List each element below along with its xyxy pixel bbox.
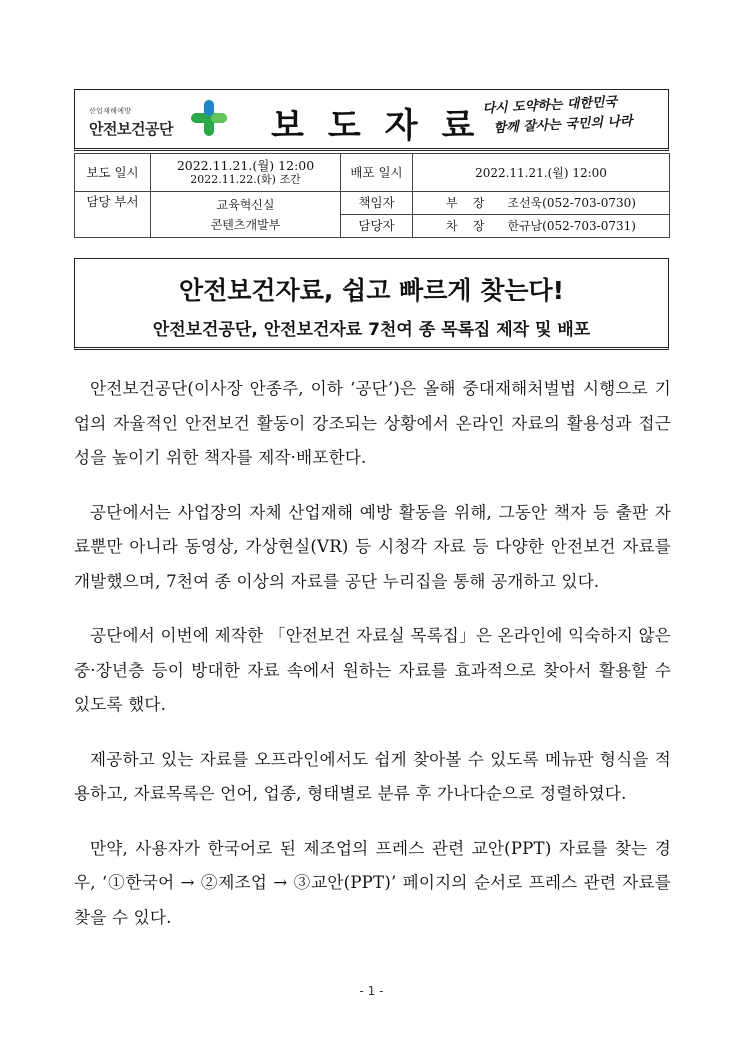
- green-cross-icon: [189, 98, 229, 138]
- distribute-date-label: 배포 일시: [341, 154, 413, 192]
- contact-value: 차 장 한규남(052-703-0731): [413, 215, 670, 238]
- logo-tagline: 산업재해예방: [89, 107, 132, 115]
- report-date-sub: 2022.11.22.(화) 조간: [190, 172, 301, 186]
- press-release-title: 보도자료: [271, 106, 499, 146]
- slogan-line-2: 함께 잘사는 국민의 나라: [493, 113, 633, 137]
- logo-org-name: 안전보건공단: [89, 120, 173, 138]
- sub-headline: 안전보건공단, 안전보건자료 7천여 종 목록집 제작 및 배포: [152, 320, 591, 340]
- dept-value-2: 콘텐츠개발부: [210, 218, 281, 232]
- government-slogan: [482, 90, 664, 139]
- article-body: [74, 372, 671, 955]
- dept-value-1: 교육혁신실: [216, 198, 275, 212]
- responsible-label: 책임자: [341, 192, 413, 215]
- responsible-value: 부 장 조선욱(052-703-0730): [413, 192, 670, 215]
- release-info-table: [74, 153, 670, 238]
- paragraph: 공단에서 이번에 제작한 「안전보건 자료실 목록집」은 온라인에 익숙하지 않은 중·장년층 등이 방대한 자료 속에서 원하는 자료를 효과적으로 찾아서 활용할 수 있도록 했다.: [74, 626, 671, 714]
- dept-cell: [151, 192, 341, 238]
- report-date-cell: [151, 154, 341, 192]
- headline-box: [74, 258, 669, 350]
- distribute-date-value: 2022.11.21.(월) 12:00: [413, 154, 670, 192]
- paragraph: 제공하고 있는 자료를 오프라인에서도 쉽게 찾아볼 수 있도록 메뉴판 형식을 적용하고, 자료목록은 언어, 업종, 형태별로 분류 후 가나다순으로 정렬하였다.: [74, 749, 671, 803]
- paragraph: 공단에서는 사업장의 자체 산업재해 예방 활동을 위해, 그동안 책자 등 출판 자료뿐만 아니라 동영상, 가상현실(VR) 등 시청각 자료 등 다양한 안전보건 자료를 개발했으며, 7천여 종 이상의 자료를 공단 누리집을 통해 공개하고 있다.: [74, 502, 671, 591]
- paragraph: 안전보건공단(이사장 안종주, 이하 ‘공단’)은 올해 중대재해처벌법 시행으로 기업의 자율적인 안전보건 활동이 강조되는 상황에서 온라인 자료의 활용성과 접근성을 높이기 위한 책자를 제작·배포한다.: [74, 379, 671, 467]
- paragraph: 만약, 사용자가 한국어로 된 제조업의 프레스 관련 교안(PPT) 자료를 찾는 경우, ‘①한국어 → ②제조업 → ③교안(PPT)’ 페이지의 순서로 프레스 관련 자료를 찾을 수 있다.: [74, 838, 671, 927]
- report-date-label: 보도 일시: [75, 154, 151, 192]
- dept-label: 담당 부서: [75, 192, 151, 238]
- contact-label: 담당자: [341, 215, 413, 238]
- main-headline: 안전보건자료, 쉽고 빠르게 찾는다!: [178, 276, 565, 305]
- press-header: [74, 89, 669, 151]
- report-date-main: 2022.11.21.(월) 12:00: [176, 157, 315, 173]
- slogan-line-1: 다시 도약하는 대한민국: [482, 94, 618, 117]
- kosha-logo: [87, 96, 237, 144]
- page-number: - 1 -: [359, 984, 384, 998]
